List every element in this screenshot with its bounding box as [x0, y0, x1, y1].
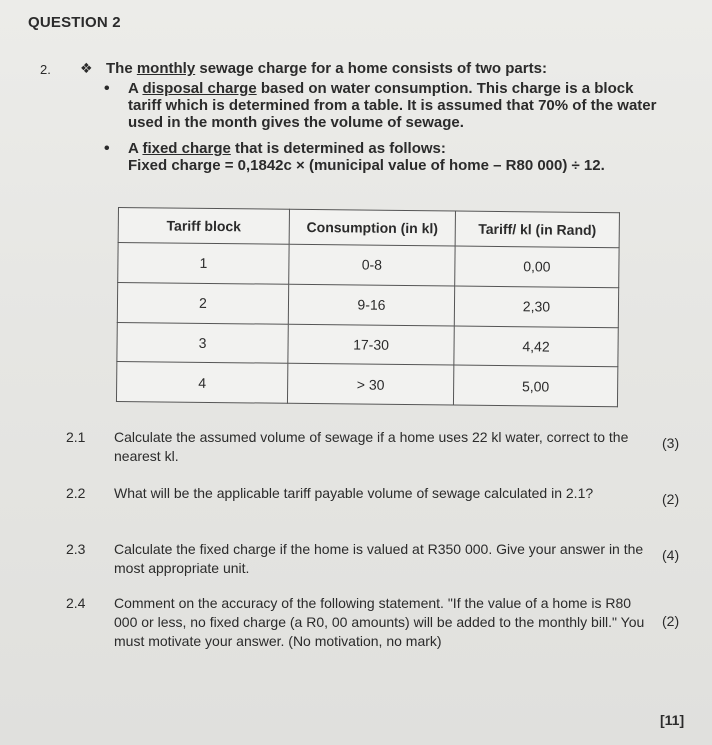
subquestion-number: 2.3	[66, 541, 86, 557]
subquestion-marks: (2)	[662, 491, 680, 507]
bullet-lead: A	[128, 140, 143, 157]
table-cell: 3	[117, 322, 288, 364]
table-cell: 0-8	[289, 244, 455, 285]
subquestion-text: What will be the applicable tariff payable volume of sewage calculated in 2.1?	[114, 485, 594, 501]
table-cell: 17-30	[288, 324, 454, 365]
bullet-rest: that is determined as follows:	[230, 140, 446, 157]
table-header: Tariff/ kl (in Rand)	[455, 211, 619, 248]
intro-post: sewage charge for a home consists of two parts:	[195, 60, 547, 77]
table-cell: 4,42	[454, 326, 618, 367]
bullet-disposal-charge	[106, 80, 666, 131]
bullet-dot-icon: •	[104, 80, 110, 97]
question-intro	[106, 60, 686, 77]
bullet-dot-icon: •	[104, 140, 110, 157]
subquestion-marks: (3)	[662, 435, 680, 451]
bullet-underlined: disposal charge	[142, 80, 257, 97]
question-heading: QUESTION 2	[28, 14, 121, 31]
bullet-text	[128, 140, 666, 174]
subquestion-number: 2.2	[66, 485, 86, 501]
question-number: 2.	[40, 62, 51, 77]
table-row	[117, 322, 618, 367]
bullet-text	[128, 80, 666, 131]
table-cell: 9-16	[288, 284, 454, 325]
bullet-rest: based on water consumption. This charge is a block tariff which is determined from a table. It is assumed that 70% of the water used in the month gives the volume of sewage.	[128, 80, 657, 131]
table-row	[117, 282, 618, 327]
table-row	[116, 362, 617, 407]
subquestion-marks: (4)	[662, 547, 680, 563]
table-cell: > 30	[287, 364, 453, 405]
table-header-row	[118, 208, 619, 248]
total-marks: [11]	[660, 712, 685, 728]
intro-pre: The	[106, 60, 137, 77]
bullet-fixed-charge	[106, 140, 666, 174]
bullet-lead: A	[128, 80, 143, 97]
subquestion-marks: (2)	[662, 613, 680, 629]
subquestion-text: Comment on the accuracy of the following statement. "If the value of a home is R80 000 or less, no fixed charge (a R0, 00 amounts) will be added to the monthly bill." You must motivate your answer. (No motivation, no mark)	[114, 595, 645, 649]
subquestion-text: Calculate the fixed charge if the home is valued at R350 000. Give your answer in the most appropriate unit.	[114, 541, 644, 576]
subquestion-number: 2.4	[66, 595, 86, 611]
diamond-bullet-icon: ❖	[80, 60, 93, 76]
fixed-charge-formula: Fixed charge = 0,1842c × (municipal value of home – R80 000) ÷ 12.	[128, 157, 605, 174]
table-cell: 1	[118, 243, 289, 285]
tariff-table	[116, 207, 620, 407]
table-header: Tariff block	[118, 208, 289, 245]
table-row	[118, 243, 619, 288]
table-cell: 2	[117, 282, 288, 324]
table-cell: 0,00	[455, 246, 619, 287]
table-header: Consumption (in kl)	[289, 209, 455, 246]
table-cell: 5,00	[453, 365, 617, 406]
table-cell: 2,30	[454, 286, 618, 327]
subquestion-number: 2.1	[66, 429, 86, 445]
table-cell: 4	[116, 362, 287, 404]
bullet-underlined: fixed charge	[142, 140, 231, 157]
intro-underlined: monthly	[136, 60, 196, 77]
subquestion-text: Calculate the assumed volume of sewage if a home uses 22 kl water, correct to the nearest kl.	[114, 429, 629, 464]
